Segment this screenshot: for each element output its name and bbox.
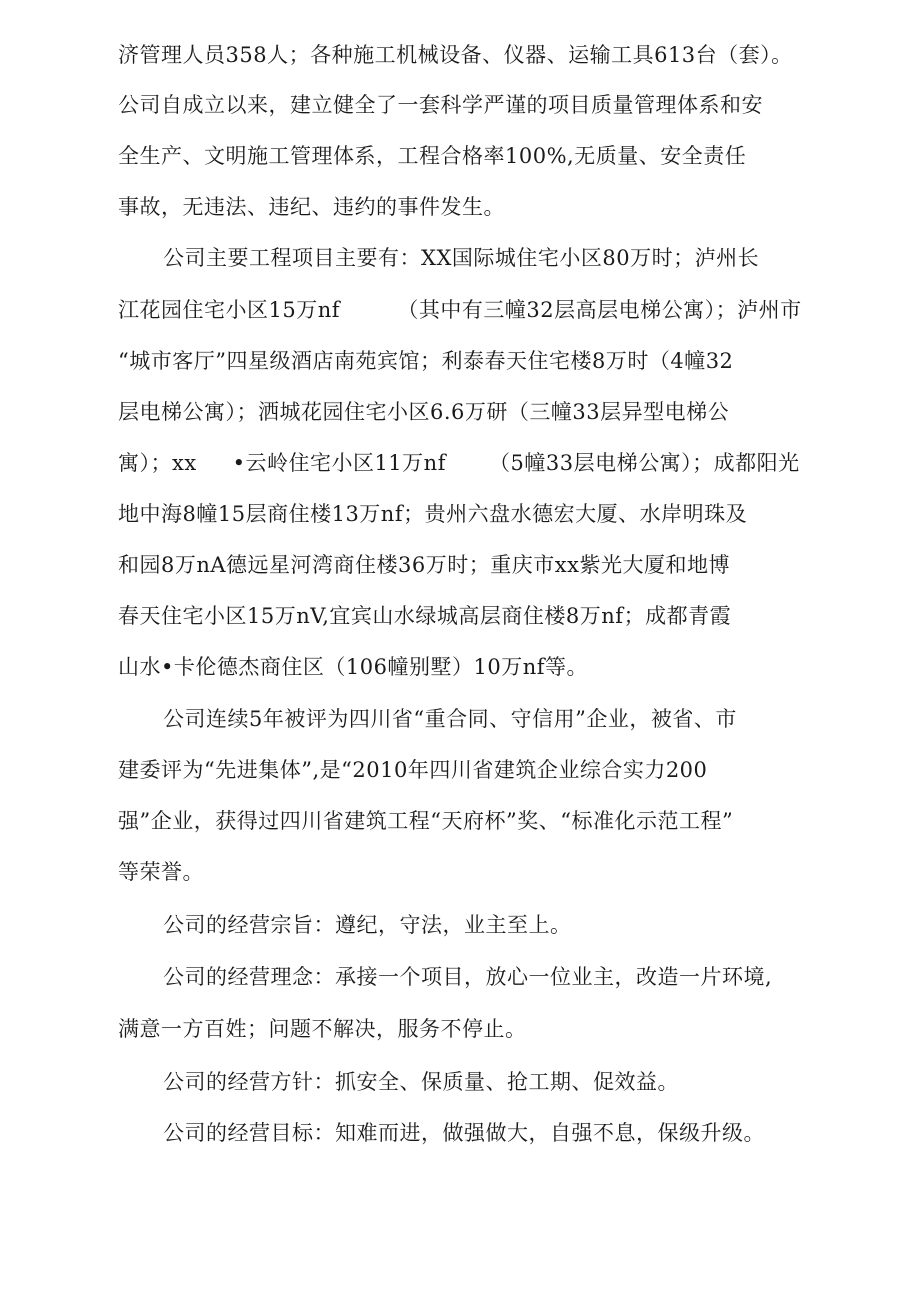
text-line: 事故，无违法、违纪、违约的事件发生。 [118, 195, 505, 219]
text-line: 公司自成立以来，建立健全了一套科学严谨的项目质量管理体系和安 [118, 93, 763, 117]
text-line: 江花园住宅小区15万nf （其中有三幢32层高层电梯公寓）；泸州市 [118, 298, 802, 322]
text-line: 建委评为“先进集体”,是“2010年四川省建筑企业综合实力200 [118, 758, 708, 782]
text-line: 寓）；xx •云岭住宅小区11万nf （5幢33层电梯公寓）；成都阳光 [118, 451, 800, 475]
text-line: 层电梯公寓）；洒城花园住宅小区6.6万研（三幢33层异型电梯公 [118, 400, 730, 424]
paragraph-start-line: 公司连续5年被评为四川省“重合同、守信用”企业，被省、市 [163, 707, 737, 731]
paragraph-start-line: 公司的经营宗旨：遵纪，守法，业主至上。 [163, 913, 572, 937]
paragraph-start-line: 公司主要工程项目主要有：XX国际城住宅小区80万时；泸州长 [163, 246, 760, 270]
text-line: 强”企业，获得过四川省建筑工程“天府杯”奖、“标准化示范工程” [118, 809, 734, 833]
text-line: 春天住宅小区15万nV,宜宾山水绿城高层商住楼8万nf；成都青霞 [118, 604, 732, 628]
text-line: “城市客厅”四星级酒店南苑宾馆；利泰春天住宅楼8万时（4幢32 [118, 349, 734, 373]
text-line: 满意一方百姓；问题不解决，服务不停止。 [118, 1017, 527, 1041]
text-line: 和园8万nA德远星河湾商住楼36万时；重庆市xx紫光大厦和地博 [118, 553, 730, 577]
text-line: 山水•卡伦德杰商住区（106幢别墅）10万nf等。 [118, 655, 588, 679]
paragraph-start-line: 公司的经营方针：抓安全、保质量、抢工期、促效益。 [163, 1070, 679, 1094]
text-line: 等荣誉。 [118, 860, 204, 884]
text-line: 济管理人员358人；各种施工机械设备、仪器、运输工具613台（套）。 [118, 43, 793, 67]
paragraph-start-line: 公司的经营理念：承接一个项目，放心一位业主，改造一片环境, [163, 965, 773, 989]
text-line: 全生产、文明施工管理体系，工程合格率100%,无质量、安全责任 [118, 144, 747, 168]
paragraph-start-line: 公司的经营目标：知难而进，做强做大，自强不息，保级升级。 [163, 1121, 765, 1145]
text-line: 地中海8幢15层商住楼13万nf；贵州六盘水德宏大厦、水岸明珠及 [118, 502, 748, 526]
